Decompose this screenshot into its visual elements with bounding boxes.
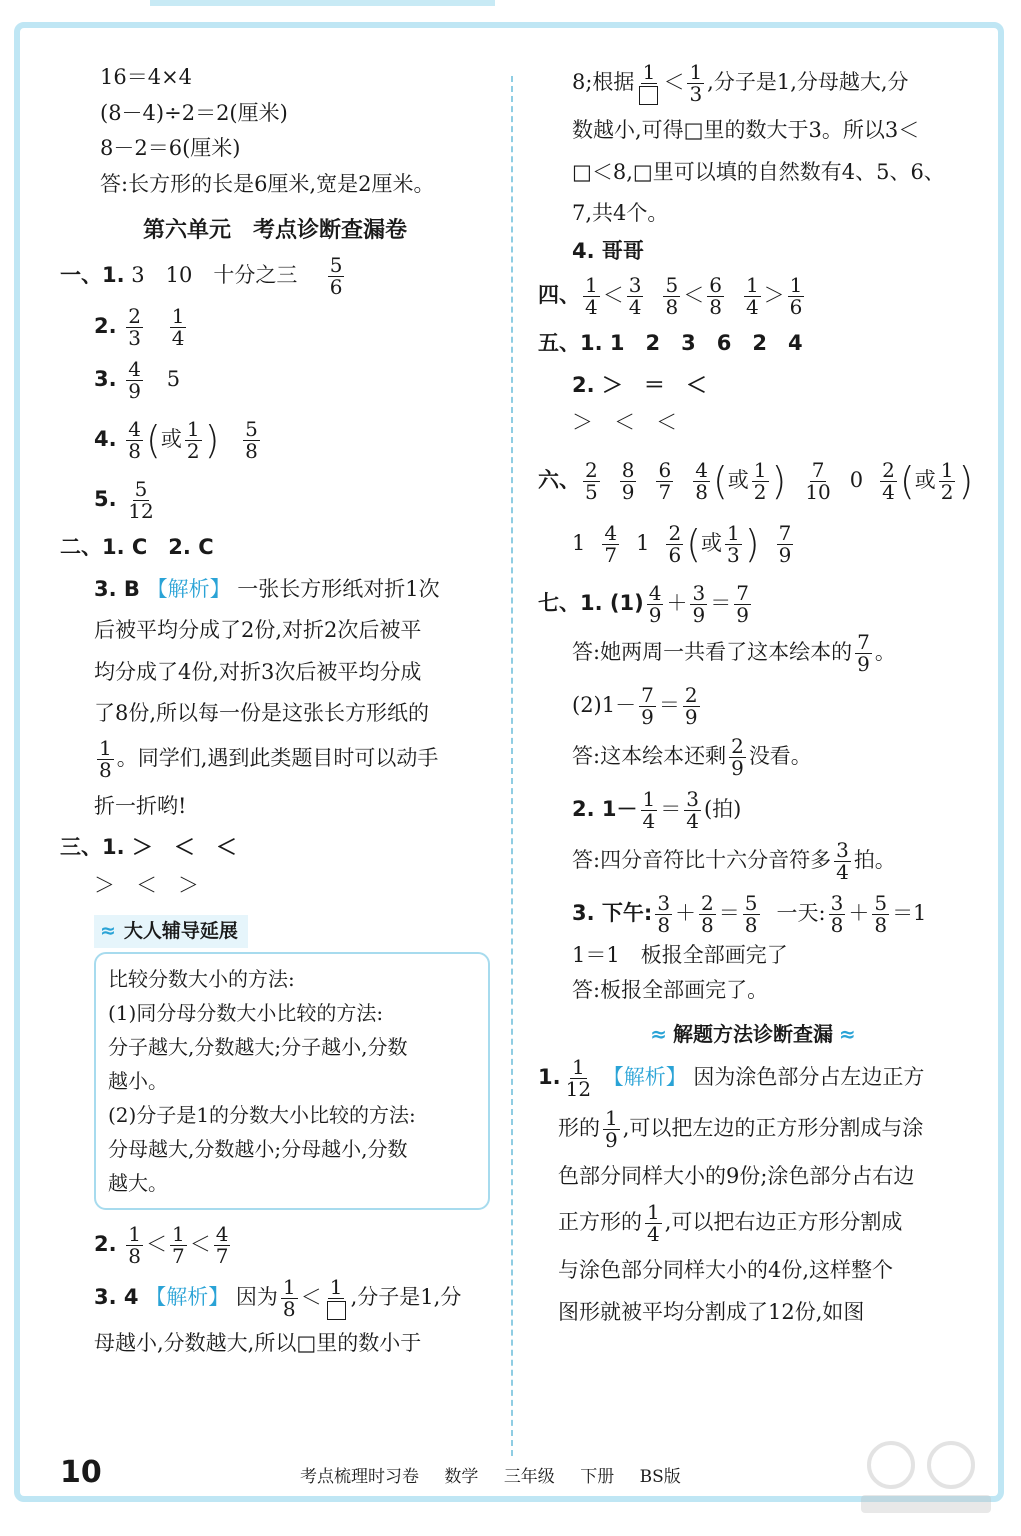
- fraction: $\frac{1}{4}$: [171, 304, 185, 350]
- question-number: 3.: [94, 367, 117, 391]
- fraction: $\frac{8}{9}$: [621, 457, 635, 504]
- watermark-logo-icon: [851, 1430, 1001, 1520]
- analysis-text: 。同学们,遇到此类题目时可以动手: [116, 745, 439, 770]
- fraction: $\frac{7}{9}$: [641, 682, 654, 729]
- analysis-text: ,可以把左边的正方形分割成与涂: [622, 1115, 924, 1140]
- fraction: $\frac{2}{5}$: [585, 457, 598, 504]
- answer-text: 答:这本绘本还剩: [572, 743, 727, 768]
- fraction: $\frac{5}{6}$: [329, 253, 343, 299]
- q-row: 1 $\frac{4}{7}$ 1 $\frac{2}{6}$ (或 $\frac{1}{3}$ ) $\frac{7}{9}$: [572, 520, 792, 567]
- fraction: $\frac{1}{2}$: [186, 417, 200, 463]
- frame-top-bar: [150, 0, 495, 6]
- footer-volume: 下册: [580, 1467, 615, 1487]
- analysis-line: 8;根据 1 ＜ $\frac{1}{3}$ ,分子是1,分母越大,分: [572, 60, 909, 106]
- section-two: 二、1. C 2. C: [60, 535, 214, 559]
- extension-title: 大人辅导延展: [123, 920, 238, 942]
- fraction: $\frac{7}{9}$: [736, 580, 749, 627]
- fraction: $\frac{1}{6}$: [789, 273, 803, 319]
- fraction: 1: [325, 1277, 348, 1320]
- fraction: $\frac{4}{9}$: [128, 357, 142, 403]
- extension-box: [94, 915, 490, 1210]
- q-row: 2. $\frac{1}{8}$ ＜ $\frac{1}{7}$ ＜ $\frac{4}{7}$: [94, 1221, 229, 1268]
- page-number: 10: [60, 1455, 102, 1490]
- extension-header: [94, 915, 248, 948]
- footer-subject: 数学: [444, 1467, 479, 1487]
- fraction: $\frac{4}{7}$: [604, 520, 618, 567]
- question-number: 4.: [94, 427, 117, 451]
- fraction: $\frac{4}{8}$: [695, 457, 708, 504]
- or-text: 或: [701, 530, 723, 555]
- fraction: $\frac{1}{4}$: [745, 273, 759, 319]
- ext-line: 越大。: [108, 1170, 168, 1195]
- fraction: $\frac{3}{4}$: [628, 273, 642, 319]
- fraction: $\frac{5}{8}$: [665, 273, 679, 319]
- question-number: 1.: [538, 1064, 561, 1089]
- fraction: $\frac{7}{9}$: [857, 629, 870, 676]
- analysis-tag: 【解析】: [602, 1064, 687, 1089]
- fraction: $\frac{2}{8}$: [701, 890, 714, 937]
- fraction: $\frac{3}{8}$: [830, 890, 844, 937]
- answer-text: 5: [166, 367, 181, 391]
- answer-text: (2)1－: [572, 692, 637, 717]
- section-title: 解题方法诊断查漏: [673, 1021, 833, 1046]
- answer-text: 答:四分音符比十六分音符多: [572, 847, 832, 872]
- analysis-tag: 【解析】: [146, 576, 231, 601]
- answer-line: [572, 629, 968, 676]
- answer-text: 1: [572, 530, 586, 555]
- footer-grade: 三年级: [503, 1467, 555, 1487]
- analysis-text: 后被平均分成了2份,对折2次后被平: [94, 618, 422, 642]
- analysis-text: ,分子是1,分: [350, 1284, 462, 1309]
- question-number: 2. 1－: [572, 796, 638, 821]
- answer-text: (拍): [703, 796, 742, 821]
- answer-text: 一天:: [776, 900, 826, 925]
- fraction: $\frac{7}{10}$: [805, 457, 831, 504]
- analysis-text: □＜8,□里可以填的自然数有4、5、6、: [572, 159, 945, 184]
- fraction: $\frac{2}{9}$: [684, 682, 698, 729]
- fraction: $\frac{1}{9}$: [605, 1105, 618, 1152]
- question-number: 5.: [94, 487, 117, 511]
- answer-text: 2. ＞ ＝ ＜: [572, 372, 707, 397]
- question-number: 3. B: [94, 576, 140, 601]
- question-number: 3. 下午:: [572, 900, 653, 925]
- fraction: $\frac{5}{12}$: [128, 477, 154, 523]
- answer-text: 4. 哥哥: [572, 238, 644, 263]
- question-number: 2.: [94, 1231, 117, 1256]
- analysis-line: 3. 4 【解析】 因为 $\frac{1}{8}$ ＜ 1 ,分子是1,分: [94, 1274, 462, 1321]
- section-label: 七、1. (1): [538, 590, 644, 615]
- section-three: 三、1. ＞ ＜ ＜: [60, 835, 237, 859]
- column-divider: [511, 76, 513, 1456]
- answer-text: 答:她两周一共看了这本绘本的: [572, 639, 853, 664]
- q-row: 七、1. (1) $\frac{4}{9}$ ＋ $\frac{3}{9}$ ＝ $\frac{7}{9}$: [538, 580, 749, 627]
- q-row: 3. 下午: $\frac{3}{8}$ ＋ $\frac{2}{8}$ ＝ $\frac{5}{8}$ 一天: $\frac{3}{8}$ ＋ $\frac{5}{8}$ ＝1: [572, 890, 927, 937]
- answer-line: 答:长方形的长是6厘米,宽是2厘米。: [100, 171, 435, 196]
- analysis-text: 折一折哟!: [94, 793, 187, 818]
- fraction: $\frac{1}{7}$: [172, 1221, 185, 1268]
- fraction: $\frac{1}{3}$: [727, 520, 740, 567]
- wave-icon: ≈: [839, 1021, 856, 1046]
- fraction: $\frac{5}{8}$: [744, 890, 758, 937]
- fraction: $\frac{5}{8}$: [245, 417, 258, 463]
- answer-text: ＝1: [892, 900, 927, 925]
- answer-text: 1: [636, 530, 650, 555]
- fraction: $\frac{1}{8}$: [128, 1221, 142, 1268]
- analysis-line: [538, 1054, 968, 1101]
- fraction: $\frac{4}{8}$: [128, 417, 142, 463]
- analysis-line: [558, 1105, 968, 1152]
- fraction: 1: [637, 62, 660, 105]
- fraction: $\frac{3}{4}$: [836, 837, 849, 884]
- section-label: 六、: [538, 467, 580, 492]
- fraction: $\frac{2}{4}$: [882, 457, 895, 504]
- q-row: 六、 $\frac{2}{5}$ $\frac{8}{9}$ $\frac{6}{7}$ $\frac{4}{8}$ (或 $\frac{1}{2}$ ) $\frac{7}{10}$ 0 $\frac{2}{4}$ (或 $\frac{1}{2}$ ): [538, 457, 974, 504]
- analysis-tag: 【解析】: [145, 1284, 230, 1309]
- q-row: [60, 255, 490, 298]
- analysis-text: 均分成了4份,对折3次后被平均分成: [94, 659, 422, 684]
- or-text: 或: [727, 467, 749, 492]
- wave-icon: ≈: [650, 1021, 667, 1046]
- unit-title: 第六单元 考点诊断查漏卷: [142, 218, 407, 243]
- q-row: 四、 $\frac{1}{4}$ ＜ $\frac{3}{4}$ $\frac{5}{8}$ ＜ $\frac{6}{8}$ $\frac{1}{4}$ ＞ $\frac{1}{6}$: [538, 273, 803, 319]
- analysis-line: [94, 574, 490, 606]
- calc-line: 16＝4×4: [100, 65, 193, 89]
- analysis-text: 了8份,所以每一份是这张长方形纸的: [94, 701, 430, 725]
- analysis-text: 7,共4个。: [572, 201, 669, 225]
- analysis-text: 数越小,可得□里的数大于3。所以3＜: [572, 118, 920, 142]
- fraction: $\frac{1}{4}$: [642, 786, 656, 833]
- answer-text: ＞ ＜ ＜: [572, 410, 677, 434]
- ext-line: 分母越大,分数越小;分母越小,分数: [108, 1136, 408, 1161]
- fraction: $\frac{1}{4}$: [585, 273, 598, 319]
- fraction: $\frac{2}{3}$: [128, 304, 142, 350]
- section-label: 一、1.: [60, 263, 125, 287]
- method-section-header: [538, 1019, 968, 1049]
- q-row: 4. $\frac{4}{8}$ (或 $\frac{1}{2}$ ) $\frac{5}{8}$: [94, 417, 258, 463]
- fraction: $\frac{5}{8}$: [874, 890, 888, 937]
- or-text: 或: [160, 427, 182, 451]
- or-text: 或: [914, 467, 936, 492]
- ext-line: 越小。: [108, 1068, 168, 1093]
- ext-line: 比较分数大小的方法:: [108, 966, 295, 991]
- fraction: $\frac{1}{2}$: [940, 457, 954, 504]
- answer-text: 0: [849, 467, 864, 492]
- analysis-text: 与涂色部分同样大小的4份,这样整个: [558, 1258, 894, 1282]
- q-row: (2)1－ $\frac{7}{9}$ ＝ $\frac{2}{9}$: [572, 682, 698, 729]
- fraction: $\frac{1}{3}$: [689, 60, 703, 106]
- fraction: $\frac{4}{7}$: [215, 1221, 229, 1268]
- answer-text: 拍。: [853, 847, 896, 872]
- fraction: $\frac{6}{8}$: [709, 273, 722, 319]
- fraction: $\frac{1}{8}$: [99, 735, 112, 782]
- footer-info: [300, 1462, 701, 1487]
- calc-line: (8－4)÷2＝2(厘米): [100, 100, 288, 125]
- analysis-text: ,可以把右边正方形分割成: [664, 1210, 903, 1234]
- analysis-text: ,分子是1,分母越大,分: [707, 70, 909, 94]
- calc-line: 8－2＝6(厘米): [100, 136, 241, 160]
- q-row: [94, 306, 490, 349]
- answer-text: 。: [874, 639, 896, 664]
- fraction: $\frac{4}{9}$: [648, 580, 662, 627]
- answer-line: [572, 733, 968, 780]
- question-number: 2.: [94, 314, 117, 338]
- fraction: $\frac{6}{7}$: [658, 457, 672, 504]
- fraction: $\frac{1}{8}$: [282, 1274, 296, 1321]
- ext-line: (2)分子是1的分数大小比较的方法:: [108, 1102, 416, 1127]
- extension-content: [94, 952, 490, 1210]
- fraction: $\frac{1}{4}$: [647, 1200, 660, 1246]
- fraction: $\frac{3}{4}$: [686, 786, 699, 833]
- question-number: 3. 4: [94, 1284, 139, 1309]
- fraction: $\frac{1}{12}$: [565, 1054, 592, 1101]
- fraction: $\frac{2}{6}$: [668, 520, 682, 567]
- fraction: $\frac{7}{9}$: [778, 520, 792, 567]
- analysis-text: 正方形的: [558, 1210, 642, 1234]
- answer-text: 3 10 十分之三: [131, 263, 298, 287]
- analysis-text: 母越小,分数越大,所以□里的数小于: [94, 1330, 422, 1355]
- analysis-text: 8;根据: [572, 70, 635, 94]
- fraction: $\frac{2}{9}$: [731, 733, 744, 780]
- answer-text: 没看。: [748, 743, 812, 768]
- section-five: 五、1. 1 2 3 6 2 4: [538, 331, 803, 355]
- ext-line: 分子越大,分数越大;分子越小,分数: [108, 1034, 408, 1059]
- analysis-line: [558, 1202, 968, 1245]
- fraction: $\frac{1}{2}$: [753, 457, 767, 504]
- q-row: [94, 359, 490, 402]
- answer-text: 答:板报全部画完了。: [572, 978, 769, 1002]
- footer-book: 考点梳理时习卷: [300, 1467, 419, 1487]
- footer-edition: BS版: [639, 1467, 681, 1487]
- q-row: [94, 479, 490, 522]
- fraction: $\frac{3}{9}$: [692, 580, 706, 627]
- fraction: $\frac{3}{8}$: [657, 890, 671, 937]
- answer-text: 1＝1 板报全部画完了: [572, 942, 788, 967]
- left-column: [60, 62, 490, 1359]
- ext-line: (1)同分母分数大小比较的方法:: [108, 1000, 384, 1025]
- right-column: [538, 60, 974, 1328]
- analysis-line: [94, 735, 490, 782]
- analysis-text: 图形就被平均分割成了12份,如图: [558, 1299, 865, 1324]
- wave-icon: ≈: [100, 920, 116, 942]
- analysis-text: 形的: [558, 1115, 600, 1140]
- q-row: 2. 1－ $\frac{1}{4}$ ＝ $\frac{3}{4}$ (拍): [572, 786, 742, 833]
- analysis-text: 因为: [235, 1284, 278, 1309]
- analysis-text: 因为涂色部分占左边正方: [693, 1064, 925, 1089]
- analysis-text: 色部分同样大小的9份;涂色部分占右边: [558, 1163, 915, 1188]
- section-label: 四、: [538, 283, 580, 307]
- answer-text: ＞ ＜ ＞: [94, 872, 199, 897]
- analysis-text: 一张长方形纸对折1次: [237, 576, 440, 601]
- answer-line: [572, 837, 968, 884]
